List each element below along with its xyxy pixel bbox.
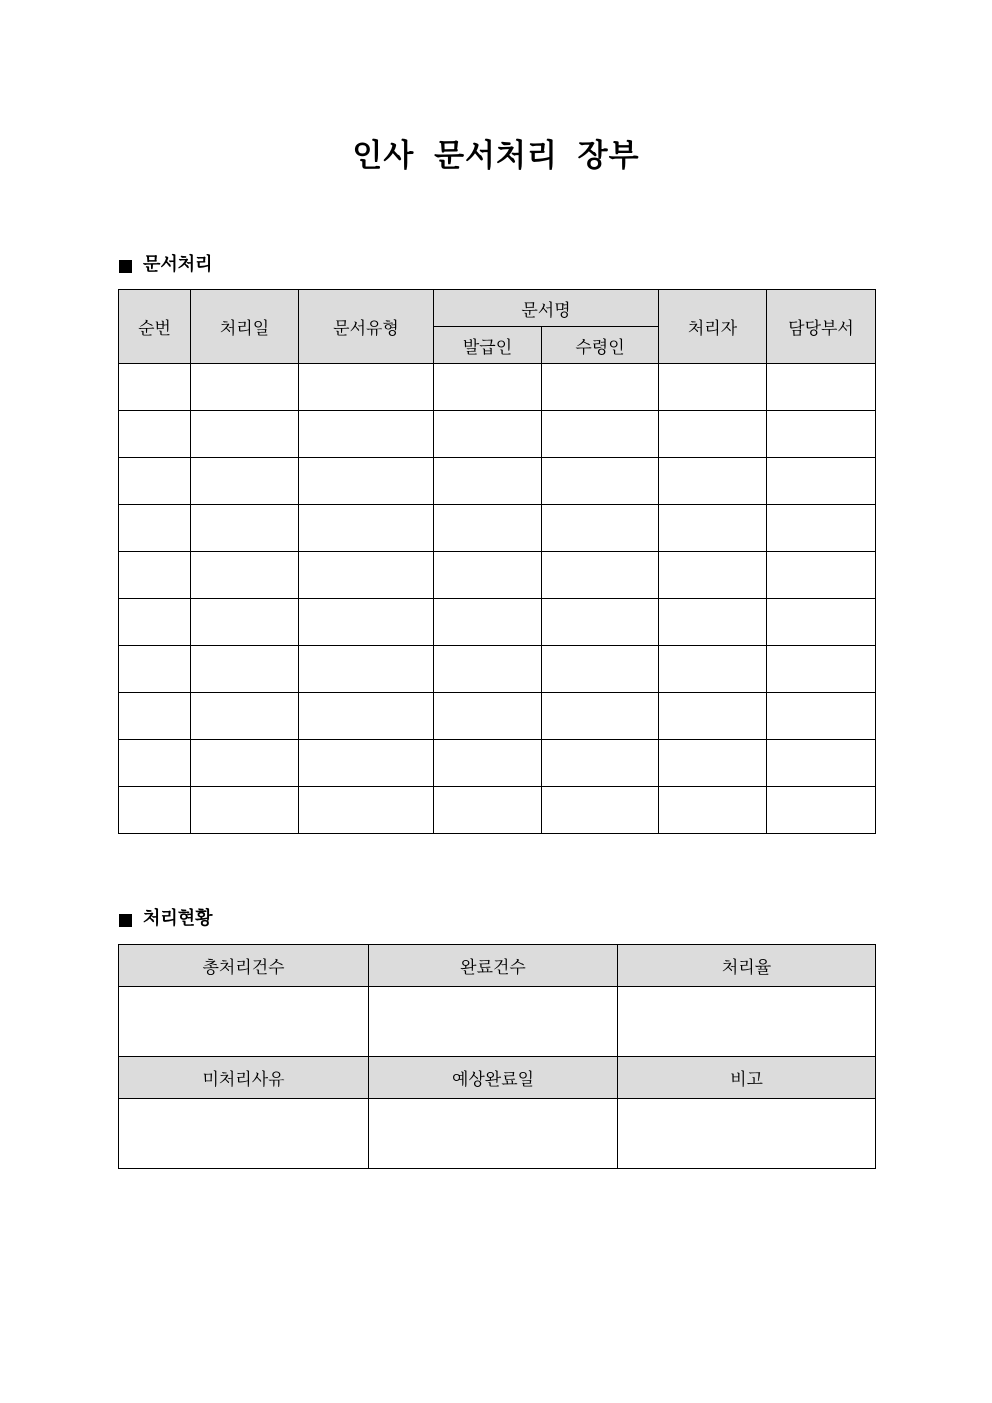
cell-dept[interactable] <box>767 505 876 552</box>
header-completed-count: 완료건수 <box>369 945 618 987</box>
cell-issuer[interactable] <box>434 411 542 458</box>
cell-seq[interactable] <box>119 364 191 411</box>
cell-seq[interactable] <box>119 505 191 552</box>
cell-date[interactable] <box>191 411 299 458</box>
cell-type[interactable] <box>299 693 434 740</box>
cell-seq[interactable] <box>119 740 191 787</box>
cell-date[interactable] <box>191 552 299 599</box>
cell-type[interactable] <box>299 599 434 646</box>
cell-date[interactable] <box>191 505 299 552</box>
cell-dept[interactable] <box>767 552 876 599</box>
table-row <box>119 364 876 411</box>
cell-date[interactable] <box>191 458 299 505</box>
cell-date[interactable] <box>191 599 299 646</box>
section-heading-label: 문서처리 <box>143 254 213 275</box>
header-unprocessed-reason: 미처리사유 <box>119 1057 369 1099</box>
cell-dept[interactable] <box>767 787 876 834</box>
cell-seq[interactable] <box>119 599 191 646</box>
cell-handler[interactable] <box>659 646 767 693</box>
cell-receiver[interactable] <box>542 364 659 411</box>
cell-handler[interactable] <box>659 364 767 411</box>
cell-receiver[interactable] <box>542 599 659 646</box>
cell-seq[interactable] <box>119 646 191 693</box>
cell-receiver[interactable] <box>542 458 659 505</box>
header-expected-completion-date: 예상완료일 <box>369 1057 618 1099</box>
table-row <box>119 458 876 505</box>
cell-type[interactable] <box>299 364 434 411</box>
header-dept: 담당부서 <box>767 290 876 364</box>
cell-expected-completion-date[interactable] <box>369 1099 618 1169</box>
cell-handler[interactable] <box>659 411 767 458</box>
cell-issuer[interactable] <box>434 693 542 740</box>
cell-receiver[interactable] <box>542 411 659 458</box>
cell-issuer[interactable] <box>434 552 542 599</box>
square-bullet-icon <box>119 914 132 927</box>
table-row <box>119 693 876 740</box>
document-processing-table <box>118 289 876 834</box>
cell-issuer[interactable] <box>434 599 542 646</box>
cell-dept[interactable] <box>767 411 876 458</box>
cell-receiver[interactable] <box>542 740 659 787</box>
cell-issuer[interactable] <box>434 364 542 411</box>
cell-handler[interactable] <box>659 740 767 787</box>
cell-remarks[interactable] <box>618 1099 876 1169</box>
cell-type[interactable] <box>299 740 434 787</box>
header-seq: 순번 <box>119 290 191 364</box>
header-handler: 처리자 <box>659 290 767 364</box>
cell-handler[interactable] <box>659 505 767 552</box>
table-row <box>119 740 876 787</box>
cell-total-count[interactable] <box>119 987 369 1057</box>
cell-issuer[interactable] <box>434 505 542 552</box>
header-issuer: 발급인 <box>434 327 542 364</box>
cell-receiver[interactable] <box>542 646 659 693</box>
cell-seq[interactable] <box>119 787 191 834</box>
cell-handler[interactable] <box>659 787 767 834</box>
cell-type[interactable] <box>299 411 434 458</box>
cell-type[interactable] <box>299 458 434 505</box>
cell-date[interactable] <box>191 740 299 787</box>
cell-dept[interactable] <box>767 740 876 787</box>
processing-status-table <box>118 944 876 1169</box>
cell-date[interactable] <box>191 693 299 740</box>
table-row <box>119 505 876 552</box>
cell-receiver[interactable] <box>542 787 659 834</box>
cell-type[interactable] <box>299 787 434 834</box>
cell-seq[interactable] <box>119 552 191 599</box>
table-row <box>119 787 876 834</box>
cell-receiver[interactable] <box>542 693 659 740</box>
cell-handler[interactable] <box>659 552 767 599</box>
cell-completed-count[interactable] <box>369 987 618 1057</box>
section-heading-processing-status <box>119 907 213 931</box>
cell-receiver[interactable] <box>542 552 659 599</box>
cell-processing-rate[interactable] <box>618 987 876 1057</box>
cell-issuer[interactable] <box>434 458 542 505</box>
cell-seq[interactable] <box>119 411 191 458</box>
header-doc-name: 문서명 <box>434 290 659 327</box>
table-row <box>119 552 876 599</box>
cell-issuer[interactable] <box>434 740 542 787</box>
cell-dept[interactable] <box>767 646 876 693</box>
cell-dept[interactable] <box>767 599 876 646</box>
section-heading-document-processing <box>119 253 213 277</box>
cell-handler[interactable] <box>659 458 767 505</box>
cell-handler[interactable] <box>659 693 767 740</box>
cell-type[interactable] <box>299 646 434 693</box>
cell-dept[interactable] <box>767 693 876 740</box>
header-doc-type: 문서유형 <box>299 290 434 364</box>
cell-dept[interactable] <box>767 364 876 411</box>
table-row <box>119 411 876 458</box>
table-row <box>119 646 876 693</box>
cell-date[interactable] <box>191 646 299 693</box>
cell-date[interactable] <box>191 787 299 834</box>
cell-date[interactable] <box>191 364 299 411</box>
cell-type[interactable] <box>299 552 434 599</box>
header-date: 처리일 <box>191 290 299 364</box>
cell-unprocessed-reason[interactable] <box>119 1099 369 1169</box>
table-row <box>119 599 876 646</box>
cell-handler[interactable] <box>659 599 767 646</box>
cell-issuer[interactable] <box>434 787 542 834</box>
cell-type[interactable] <box>299 505 434 552</box>
page-title: 인사 문서처리 장부 <box>352 138 640 174</box>
cell-seq[interactable] <box>119 693 191 740</box>
section-heading-label: 처리현황 <box>143 908 213 929</box>
square-bullet-icon <box>119 260 132 273</box>
cell-dept[interactable] <box>767 458 876 505</box>
header-total-count: 총처리건수 <box>119 945 369 987</box>
cell-seq[interactable] <box>119 458 191 505</box>
cell-receiver[interactable] <box>542 505 659 552</box>
header-processing-rate: 처리율 <box>618 945 876 987</box>
header-receiver: 수령인 <box>542 327 659 364</box>
header-remarks: 비고 <box>618 1057 876 1099</box>
cell-issuer[interactable] <box>434 646 542 693</box>
